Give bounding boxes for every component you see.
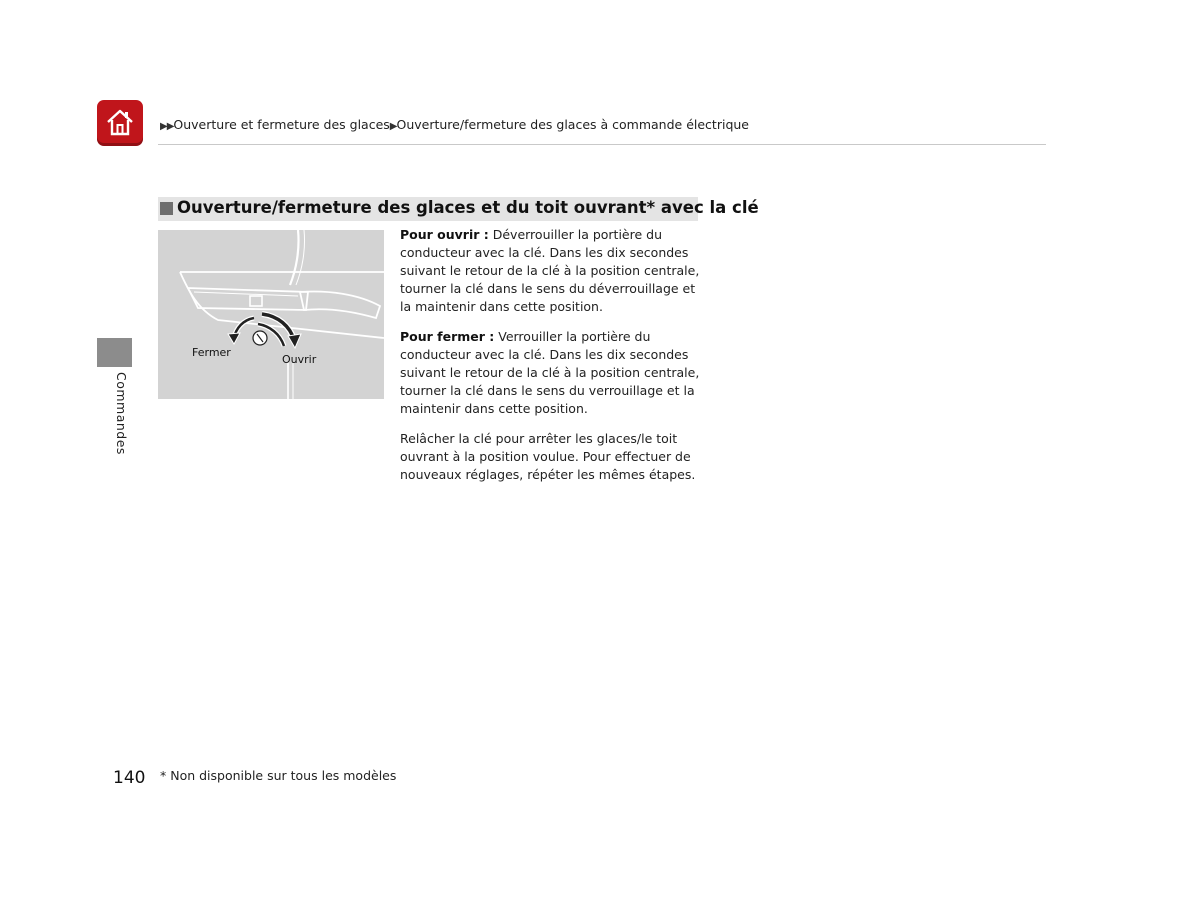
section-square-icon (160, 202, 173, 215)
door-handle-drawing (158, 230, 384, 399)
figure-label-close: Fermer (192, 346, 231, 359)
open-paragraph (400, 226, 700, 316)
door-key-illustration (158, 230, 384, 399)
header-divider (158, 144, 1046, 145)
close-paragraph (400, 328, 700, 418)
side-tab-label: Commandes (114, 372, 129, 455)
close-text: Verrouiller la portière du conducteur avec la clé. Dans les dix secondes suivant le retour de la clé à la position centrale, tourner la clé dans le sens du verrouillage et la maintenir dans cette position. (400, 329, 700, 416)
instructions-text (400, 226, 700, 496)
page-number: 140 (113, 768, 146, 788)
home-icon (104, 106, 136, 138)
open-label: Pour ouvrir : (400, 227, 489, 242)
figure-label-open: Ouvrir (282, 353, 317, 366)
home-button[interactable] (97, 100, 143, 146)
breadcrumb-link-2[interactable]: Ouverture/fermeture des glaces à commande électrique (396, 117, 749, 132)
close-label: Pour fermer : (400, 329, 495, 344)
open-text: Déverrouiller la portière du conducteur avec la clé. Dans les dix secondes suivant le retour de la clé à la position centrale, tourner la clé dans le sens du déverrouillage et la maintenir dans cette position. (400, 227, 700, 314)
section-header (158, 197, 759, 221)
breadcrumb-arrow-icon: ▶ (389, 121, 397, 132)
footnote: * Non disponible sur tous les modèles (160, 768, 397, 783)
breadcrumb-arrow-icon: ▶▶ (160, 121, 174, 132)
breadcrumb (160, 117, 749, 132)
section-title: Ouverture/fermeture des glaces et du toit ouvrant* avec la clé (177, 198, 759, 217)
side-tab-marker[interactable] (97, 338, 132, 367)
breadcrumb-link-1[interactable]: Ouverture et fermeture des glaces (173, 117, 390, 132)
release-paragraph: Relâcher la clé pour arrêter les glaces/le toit ouvrant à la position voulue. Pour effectuer de nouveaux réglages, répéter les mêmes étapes. (400, 431, 696, 482)
